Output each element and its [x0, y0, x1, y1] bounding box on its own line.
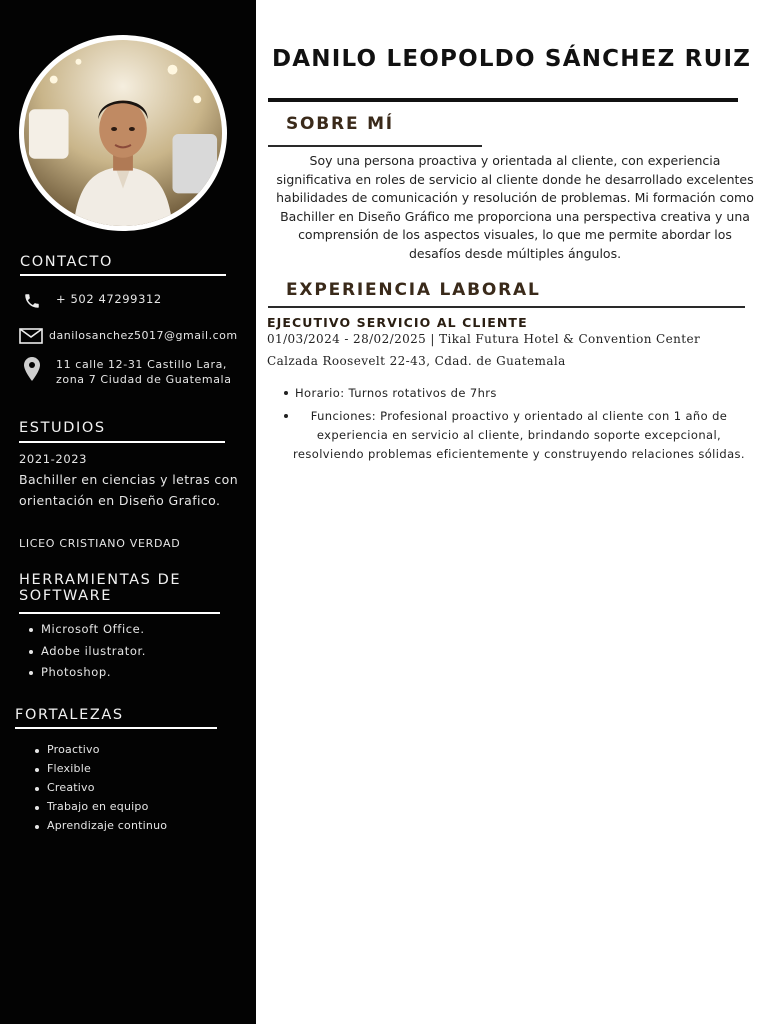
job-title: EJECUTIVO SERVICIO AL CLIENTE — [267, 315, 528, 330]
tools-item: Photoshop. — [29, 665, 146, 687]
experience-heading: EXPERIENCIA LABORAL — [286, 280, 541, 300]
contact-email[interactable]: danilosanchez5017@gmail.com — [49, 329, 238, 342]
experience-rule — [268, 306, 745, 308]
profile-photo — [19, 35, 227, 231]
envelope-icon — [19, 328, 43, 344]
about-heading: SOBRE MÍ — [286, 114, 394, 134]
strengths-list — [35, 743, 167, 838]
studies-school: LICEO CRISTIANO VERDAD — [19, 537, 181, 550]
tools-heading-line1: HERRAMIENTAS DE — [19, 572, 182, 588]
profile-photo-image — [24, 40, 222, 226]
tools-rule — [19, 612, 220, 614]
strengths-item: Aprendizaje continuo — [35, 819, 167, 838]
tools-heading — [19, 572, 181, 604]
tools-list — [29, 622, 146, 687]
strengths-item: Creativo — [35, 781, 167, 800]
contact-phone-row — [20, 292, 162, 310]
strengths-item: Trabajo en equipo — [35, 800, 167, 819]
contact-rule — [20, 274, 226, 276]
tools-item: Microsoft Office. — [29, 622, 146, 644]
about-rule — [268, 145, 482, 147]
job-bullet: Horario: Turnos rotativos de 7hrs — [282, 384, 756, 403]
contact-address-row — [20, 357, 232, 387]
job-dates-company: 01/03/2024 - 28/02/2025 | Tikal Futura Hotel & Convention Center — [267, 332, 701, 346]
job-address: Calzada Roosevelt 22-43, Cdad. de Guatemala — [267, 354, 566, 368]
contact-address-line1: 11 calle 12-31 Castillo Lara, — [56, 358, 228, 371]
phone-icon — [20, 292, 44, 310]
sidebar — [0, 0, 256, 1024]
contact-email-row — [19, 328, 238, 344]
studies-years: 2021-2023 — [19, 452, 88, 466]
strengths-item: Proactivo — [35, 743, 167, 762]
strengths-heading: FORTALEZAS — [15, 707, 124, 723]
contact-heading: CONTACTO — [20, 254, 113, 270]
job-bullets — [282, 384, 756, 468]
job-bullet: Funciones: Profesional proactivo y orientado al cliente con 1 año de experiencia en servicio al cliente, brindando soporte excepcional, resolviendo problemas eficientemente y construyendo relaciones sólidas. — [282, 407, 756, 464]
strengths-rule — [15, 727, 217, 729]
contact-address-line2: zona 7 Ciudad de Guatemala — [56, 373, 232, 386]
studies-degree: Bachiller en ciencias y letras con orientación en Diseño Grafico. — [19, 472, 239, 508]
tools-heading-line2: SOFTWARE — [19, 588, 113, 604]
about-text: Soy una persona proactiva y orientada al cliente, con experiencia significativa en roles de servicio al cliente donde he desarrollado excelentes habilidades de comunicación y resolución de problemas. Mi formación como Bachiller en Diseño Gráfico me proporciona una perspectiva creativa y una comprensión de los aspectos visuales, lo que me permite abordar los desafíos desde múltiples ángulos. — [276, 153, 754, 261]
tools-item: Adobe ilustrator. — [29, 644, 146, 666]
location-pin-icon — [20, 357, 44, 381]
name-rule — [268, 98, 738, 102]
studies-rule — [19, 441, 225, 443]
contact-phone[interactable]: + 502 47299312 — [56, 292, 162, 306]
main-content — [256, 0, 768, 1024]
studies-heading: ESTUDIOS — [19, 420, 106, 436]
candidate-name: DANILO LEOPOLDO SÁNCHEZ RUIZ — [272, 46, 752, 72]
strengths-item: Flexible — [35, 762, 167, 781]
